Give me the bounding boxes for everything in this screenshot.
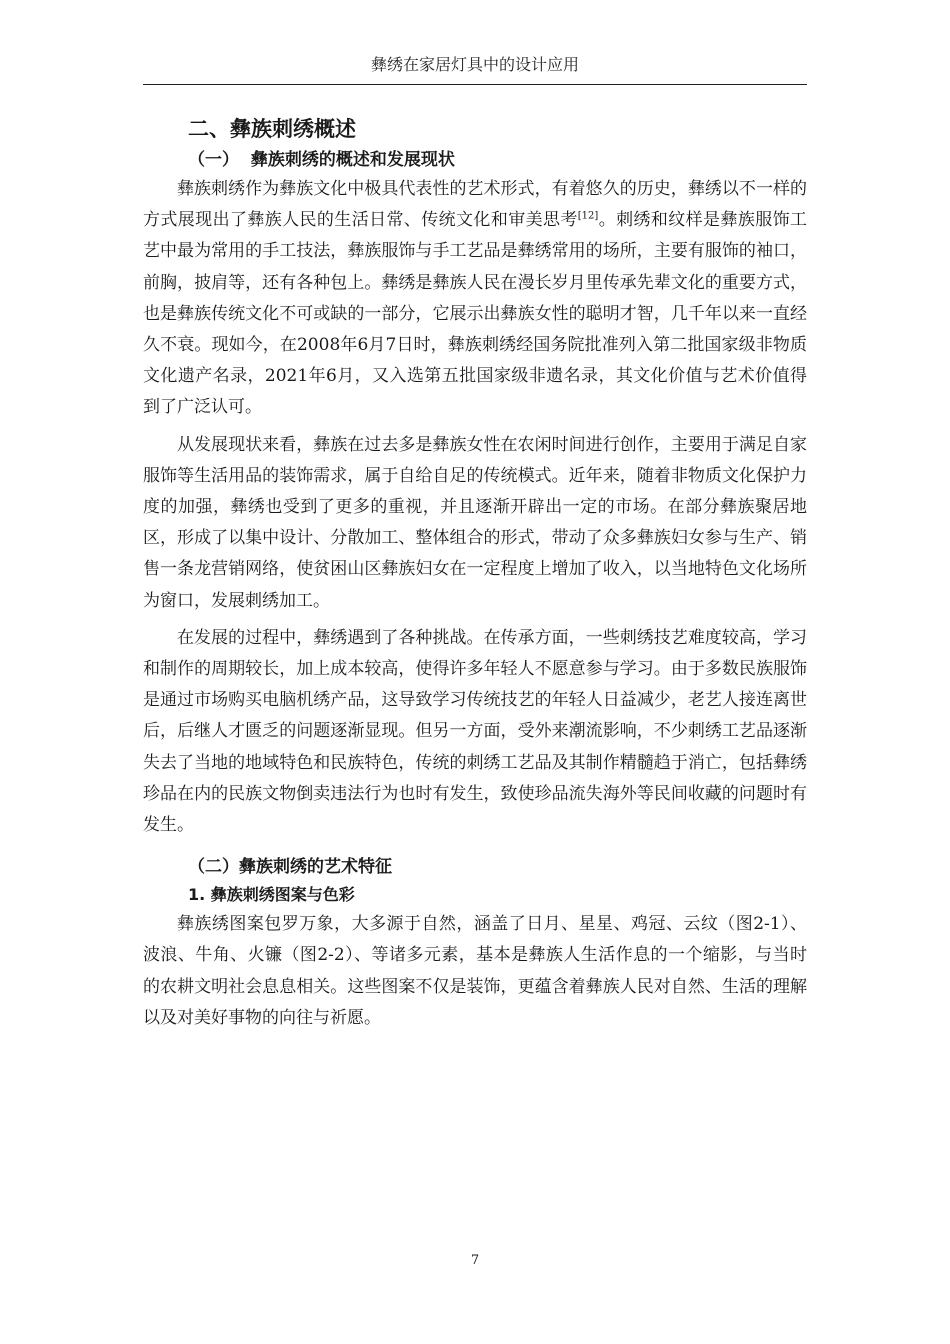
page-body — [143, 112, 807, 1034]
paragraph-1 — [143, 174, 807, 424]
citation-ref: [12] — [577, 210, 599, 222]
paragraph-1-text-b: 。刺绣和纹样是彝族服饰工艺中最为常用的手工技法，彝族服饰与手工艺品是彝绣常用的场所，主要有服饰的袖口，前胸，披肩等，还有各种包上。彝绣是彝族人民在漫长岁月里传承先辈文化的重要方式，也是彝族传统文化不可或缺的一部分，它展示出彝族女性的聪明才智，几千年以来一直经久不衰。现如今，在2008年6月7日时，彝族刺绣经国务院批准列入第二批国家级非物质文化遗产名录，2021年6月，又入选第五批国家级非遗名录，其文化价值与艺术价值得到了广泛认可。 — [143, 210, 808, 418]
paragraph-2: 从发展现状来看，彝族在过去多是彝族女性在农闲时间进行创作，主要用于满足自家服饰等生活用品的装饰需求，属于自给自足的传统模式。近年来，随着非物质文化保护力度的加强，彝绣也受到了更多的重视，并且逐渐开辟出一定的市场。在部分彝族聚居地区，形成了以集中设计、分散加工、整体组合的形式，带动了众多彝族妇女参与生产、销售一条龙营销网络，使贫困山区彝族妇女在一定程度上增加了收入，以当地特色文化场所为窗口，发展刺绣加工。 — [143, 434, 807, 611]
paragraph-4: 彝族绣图案包罗万象，大多源于自然，涵盖了日月、星星、鸡冠、云纹（图2-1）、波浪、牛角、火镰（图2-2）、等诸多元素，基本是彝族人生活作息的一个缩影，与当时的农耕文明社会息息相关。这些图案不仅是装饰，更蕴含着彝族人民对自然、生活的理解以及对美好事物的向往与祈愿。 — [143, 914, 807, 1028]
running-header: 彝绣在家居灯具中的设计应用 — [370, 55, 579, 74]
subsection-title-2: （二）彝族刺绣的艺术特征 — [188, 857, 392, 878]
subsection-title-1: （一） 彝族刺绣的概述和发展现状 — [188, 150, 455, 170]
section-title: 二、彝族刺绣概述 — [188, 117, 356, 141]
paragraph-3: 在发展的过程中，彝绣遇到了各种挑战。在传承方面，一些刺绣技艺难度较高，学习和制作的周期较长，加上成本较高，使得许多年轻人不愿意参与学习。由于多数民族服饰是通过市场购买电脑机绣产品，这导致学习传统技艺的年轻人日益减少，老艺人接连离世后，后继人才匮乏的问题逐渐显现。但另一方面，受外来潮流影响，不少刺绣工艺品逐渐失去了当地的地域特色和民族特色，传统的刺绣工艺品及其制作精髓趋于消亡，包括彝绣珍品在内的民族文物倒卖违法行为也时有发生，致使珍品流失海外等民间收藏的问题时有发生。 — [143, 627, 807, 836]
paragraph-1-text-a: 彝族刺绣作为彝族文化中极具代表性的艺术形式，有着悠久的历史，彝绣以不一样的方式展现出了彝族人民的生活日常、传统文化和审美思考 — [143, 179, 807, 231]
sub-subsection-title: 1. 彝族刺绣图案与色彩 — [188, 885, 355, 905]
header-divider — [143, 84, 807, 85]
page-number: 7 — [470, 1253, 480, 1268]
